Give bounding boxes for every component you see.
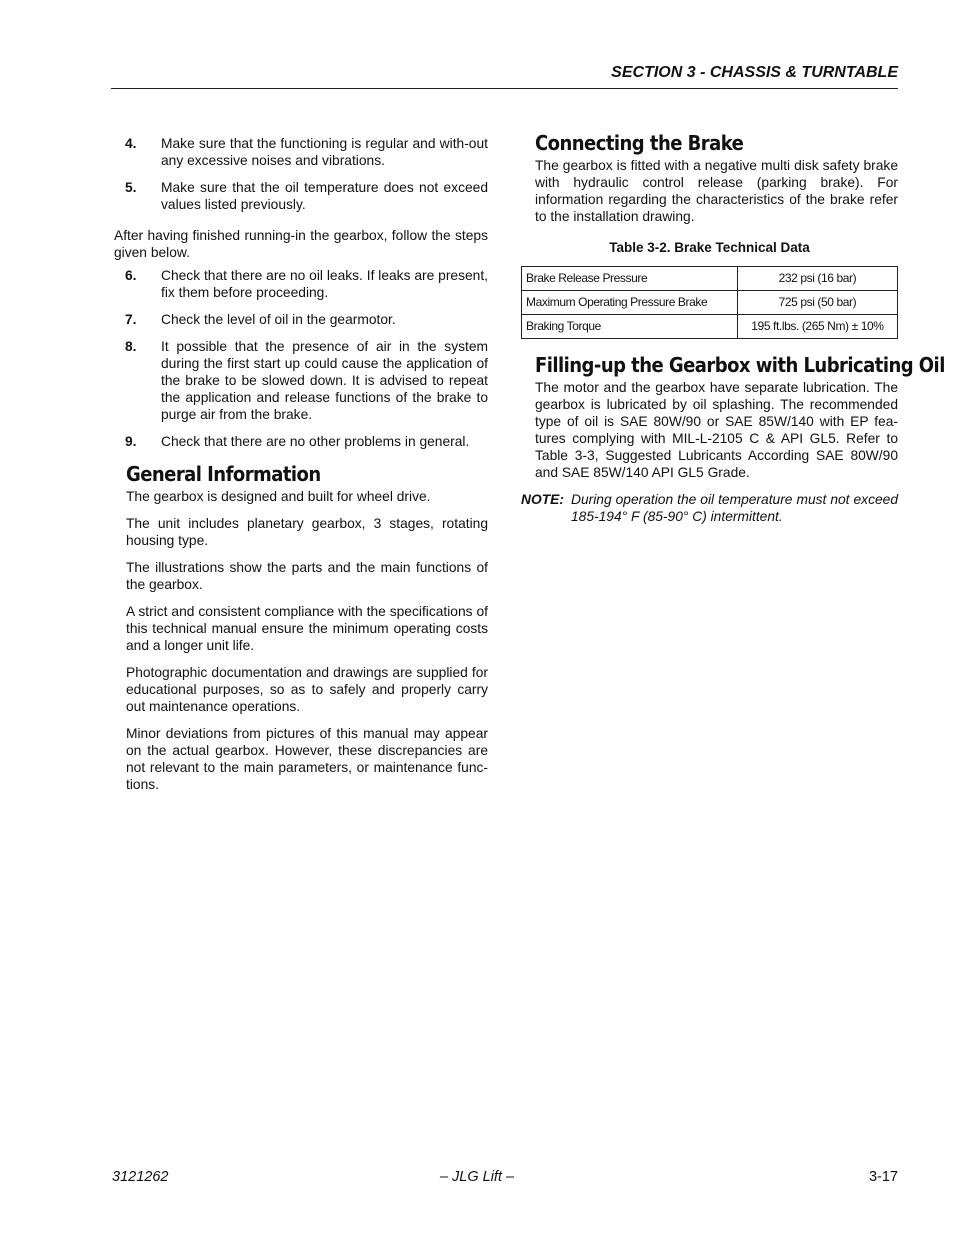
step-text: Make sure that the oil temperature does not exceed values listed previously.	[161, 180, 488, 212]
step-item	[114, 311, 488, 328]
step-item	[114, 267, 488, 301]
oil-paragraph: The motor and the gearbox have separate lubrication. The gearbox is lubricated by oil splashing. The recommended type of oil is SAE 80W/90 or SAE 85W/140 with EP fea-tures complying with MIL-L-2105 C & API GL5. Refer to Table 3-3, Suggested Lubricants According SAE 80W/90 and SAE 85W/140 API GL5 Grade.	[535, 380, 898, 480]
table-row	[522, 315, 898, 339]
doc-number: 3121262	[112, 1169, 169, 1185]
general-paragraph: Photographic documentation and drawings are supplied for educational purposes, so as to safely and properly carry out maintenance operations.	[126, 665, 488, 714]
step-number: 5.	[125, 180, 137, 195]
general-paragraph: The unit includes planetary gearbox, 3 stages, rotating housing type.	[126, 516, 488, 548]
note-label: NOTE:	[521, 492, 564, 507]
right-column	[521, 131, 945, 525]
step-text: Make sure that the functioning is regular and with-out any excessive noises and vibrations.	[161, 136, 488, 168]
table-cell-label: Maximum Operating Pressure Brake	[522, 291, 738, 315]
note-block	[521, 491, 898, 525]
step-item	[114, 135, 488, 169]
step-number: 8.	[125, 339, 137, 354]
steps-list-a	[114, 135, 488, 213]
step-text: Check the level of oil in the gearmotor.	[161, 312, 396, 327]
steps-list-b	[114, 267, 488, 450]
step-number: 6.	[125, 268, 137, 283]
brake-heading: Connecting the Brake	[535, 131, 744, 155]
table-cell-label: Brake Release Pressure	[522, 267, 738, 291]
general-paragraph: The illustrations show the parts and the main functions of the gearbox.	[126, 560, 488, 592]
left-column	[114, 135, 488, 803]
step-number: 4.	[125, 136, 137, 151]
page-number: 3-17	[868, 1169, 898, 1185]
brake-data-table	[521, 266, 898, 339]
step-text: Check that there are no oil leaks. If leaks are present, fix them before proceeding.	[161, 268, 488, 300]
after-running-paragraph: After having finished running-in the gearbox, follow the steps given below.	[114, 228, 488, 260]
brake-paragraph: The gearbox is fitted with a negative multi disk safety brake with hydraulic control release (parking brake). For information regarding the characteristics of the brake refer to the installation drawing.	[535, 158, 898, 224]
note-text: During operation the oil temperature must not exceed 185-194° F (85-90° C) intermittent.	[571, 492, 898, 524]
table-cell-value: 232 psi (16 bar)	[737, 267, 897, 291]
step-item	[114, 338, 488, 423]
section-title: SECTION 3 - CHASSIS & TURNTABLE	[611, 64, 898, 81]
step-text: It possible that the presence of air in the system during the first start up could cause the application of the brake to be slowed down. It is advised to repeat the application and release functions of the brake to purge air from the brake.	[161, 339, 488, 422]
step-item	[114, 433, 488, 450]
step-item	[114, 179, 488, 213]
general-paragraph: A strict and consistent compliance with the specifications of this technical manual ensure the minimum operating costs and a longer unit life.	[126, 604, 488, 653]
oil-heading: Filling-up the Gearbox with Lubricating Oil	[535, 353, 945, 377]
general-paragraph: Minor deviations from pictures of this manual may appear on the actual gearbox. However, these discrepancies are not relevant to the main parameters, or maintenance func-tions.	[126, 726, 488, 792]
publisher: – JLG Lift –	[439, 1169, 515, 1185]
header-rule	[111, 88, 898, 89]
step-number: 7.	[125, 312, 137, 327]
table-cell-value: 725 psi (50 bar)	[737, 291, 897, 315]
table-cell-value: 195 ft.lbs. (265 Nm) ± 10%	[737, 315, 897, 339]
general-heading: General Information	[126, 462, 321, 486]
general-paragraph: The gearbox is designed and built for wheel drive.	[126, 489, 431, 504]
table-cell-label: Braking Torque	[522, 315, 738, 339]
step-text: Check that there are no other problems in general.	[161, 434, 470, 449]
general-section	[126, 462, 488, 793]
table-caption: Table 3-2. Brake Technical Data	[609, 240, 810, 255]
table-row	[522, 291, 898, 315]
step-number: 9.	[125, 434, 137, 449]
table-row	[522, 267, 898, 291]
